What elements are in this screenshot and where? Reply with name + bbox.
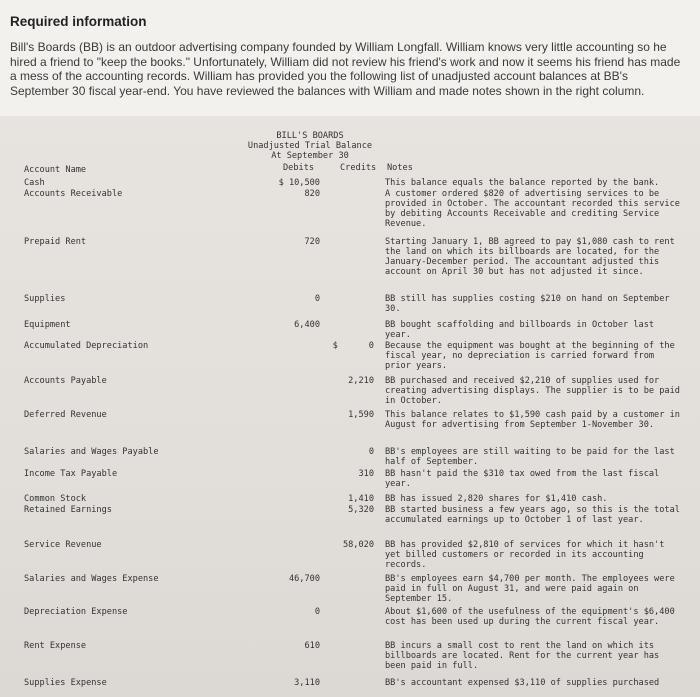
row-note: This balance relates to $1,590 cash paid by a customer in August for advertising from September 1-November 30.: [385, 410, 680, 430]
row-account-name: Salaries and Wages Expense: [24, 574, 159, 584]
row-debit: 6,400: [294, 320, 320, 330]
row-credit: 310: [358, 469, 374, 479]
row-note: BB still has supplies costing $210 on hand on September 30.: [385, 294, 670, 314]
row-account-name: Common Stock: [24, 494, 87, 504]
row-debit: 0: [314, 607, 320, 617]
row-note: About $1,600 of the usefulness of the equipment's $6,400 cost has been used up during the current fiscal year.: [385, 607, 675, 627]
row-note: BB's employees are still waiting to be paid for the last half of September.: [385, 447, 675, 467]
row-account-name: Supplies: [24, 294, 66, 304]
row-note: BB started business a few years ago, so this is the total accumulated earnings up to October 1 of last year.: [385, 505, 680, 525]
row-note: Starting January 1, BB agreed to pay $1,080 cash to rent the land on which its billboards are located, for the January-December period. The accountant adjusted this account on April 30 but has not adjusted it since.: [385, 237, 675, 277]
row-account-name: Accumulated Depreciation: [24, 341, 149, 351]
table-company: BILL'S BOARDS: [276, 131, 344, 141]
intro-paragraph: Bill's Boards (BB) is an outdoor advertising company founded by William Longfall. William knows very little accounting so he hired a friend to "keep the books." Unfortunately, William did not review his friend's work and now it seems his friend has made a mess of the accounting records. William has provided you the following list of unadjusted account balances at BB's September 30 fiscal year-end. You have reviewed the balances with William and made notes shown in the right column.: [10, 40, 681, 99]
row-credit: 1,590: [348, 410, 374, 420]
row-account-name: Rent Expense: [24, 641, 87, 651]
row-account-name: Prepaid Rent: [24, 237, 87, 247]
row-debit: 46,700: [288, 574, 320, 584]
col-credits-header: Credits: [340, 163, 377, 173]
col-debits-header: Debits: [283, 163, 315, 173]
row-debit: $ 10,500: [278, 178, 320, 188]
row-account-name: Service Revenue: [24, 540, 102, 550]
row-credit: $ 0: [332, 341, 374, 351]
row-debit: 3,110: [294, 678, 320, 688]
row-note: BB has issued 2,820 shares for $1,410 cash.: [385, 494, 608, 504]
row-account-name: Salaries and Wages Payable: [24, 447, 159, 457]
row-account-name: Retained Earnings: [24, 505, 112, 515]
row-note: A customer ordered $820 of advertising services to be provided in October. The accountant recorded this service by debiting Accounts Receivable and crediting Service Revenue.: [385, 189, 680, 229]
row-account-name: Accounts Receivable: [24, 189, 123, 199]
row-account-name: Accounts Payable: [24, 376, 107, 386]
row-note: BB incurs a small cost to rent the land on which its billboards are located. Rent for the current year has been paid in full.: [385, 641, 660, 671]
row-note: This balance equals the balance reported by the bank.: [385, 178, 660, 188]
table-title: Unadjusted Trial Balance: [247, 141, 373, 151]
row-note: BB's accountant expensed $3,110 of supplies purchased: [385, 678, 660, 688]
col-notes-header: Notes: [387, 163, 413, 173]
row-debit: 610: [304, 641, 320, 651]
row-note: BB bought scaffolding and billboards in October last year.: [385, 320, 655, 340]
row-note: BB hasn't paid the $310 tax owed from the last fiscal year.: [385, 469, 660, 489]
col-account-header: Account Name: [24, 165, 87, 175]
row-credit: 1,410: [348, 494, 374, 504]
row-debit: 0: [314, 294, 320, 304]
row-account-name: Supplies Expense: [24, 678, 107, 688]
row-account-name: Deferred Revenue: [24, 410, 107, 420]
row-note: BB has provided $2,810 of services for which it hasn't yet billed customers or recorded in its accounting records.: [385, 540, 665, 570]
row-credit: 2,210: [348, 376, 374, 386]
row-credit: 0: [368, 447, 374, 457]
section-heading: Required information: [10, 14, 147, 29]
row-note: Because the equipment was bought at the beginning of the fiscal year, no depreciation is carried forward from prior years.: [385, 341, 675, 371]
row-account-name: Cash: [24, 178, 45, 188]
row-debit: 820: [304, 189, 320, 199]
row-credit: 58,020: [342, 540, 374, 550]
table-date: At September 30: [271, 151, 349, 161]
row-debit: 720: [304, 237, 320, 247]
row-note: BB's employees earn $4,700 per month. The employees were paid in full on August 31, and were paid again on September 15.: [385, 574, 675, 604]
row-account-name: Income Tax Payable: [24, 469, 118, 479]
row-account-name: Equipment: [24, 320, 71, 330]
row-credit: 5,320: [348, 505, 374, 515]
row-account-name: Depreciation Expense: [24, 607, 128, 617]
row-note: BB purchased and received $2,210 of supplies used for creating advertising displays. The supplier is to be paid in October.: [385, 376, 680, 406]
